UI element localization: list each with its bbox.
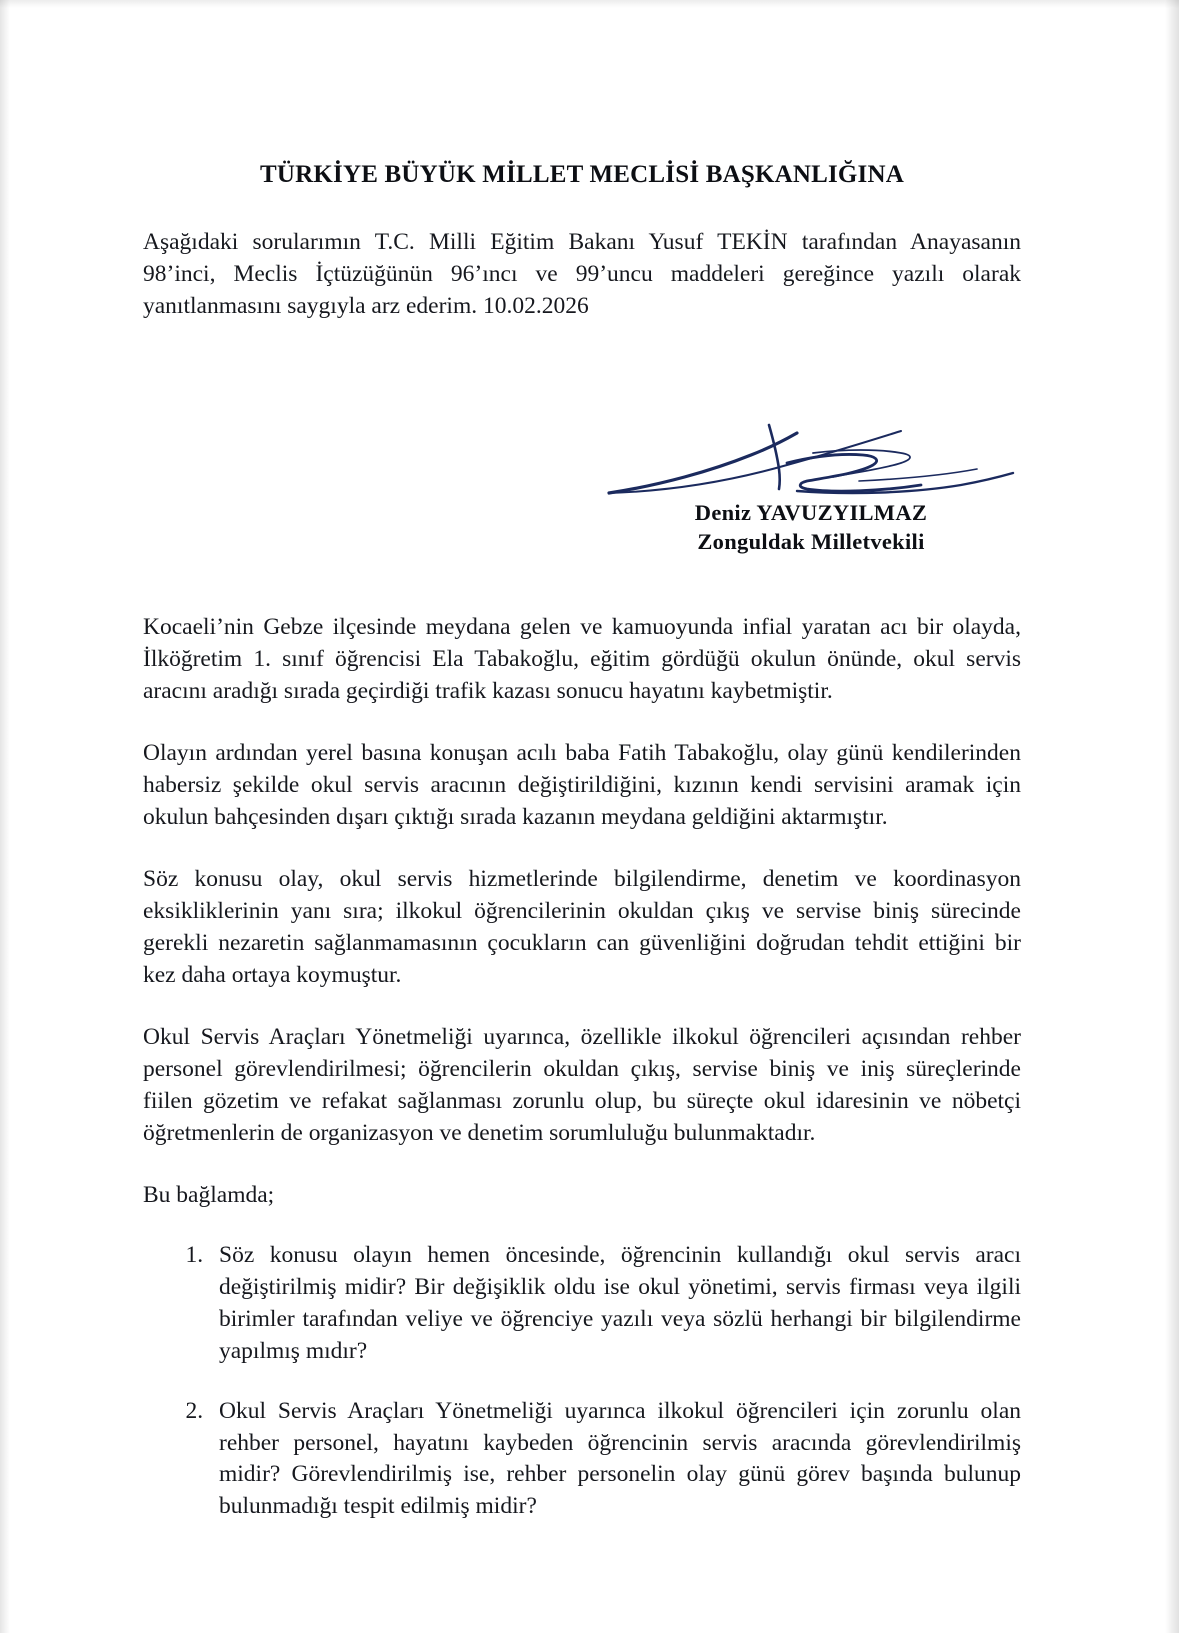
question-item-2: 2. Okul Servis Araçları Yönetmeliği uyarınca ilkokul öğrencileri için zorunlu olan rehber personel, hayatını kaybeden öğrencinin servis aracında görevlendirilmiş midir? Görevlendirilmiş ise, rehber personelin olay günü görev başında bulunup bulunmadığı tespit edilmiş midir? [209,1396,1021,1524]
questions-lead-in: Bu bağlamda; [143,1181,275,1208]
body-paragraph-4: Okul Servis Araçları Yönetmeliği uyarınca, özellikle ilkokul öğrencileri açısından rehber personel görevlendirilmesi; öğrencilerin okuldan çıkış, servise biniş ve iniş süreçlerinde fiilen gözetim ve refakat sağlanması zorunlu olup, bu süreçte okul idaresinin ve nöbetçi öğretmenlerin de organizasyon ve denetim sorumluluğu bulunmaktadır. [143,1023,1021,1146]
questions-list [143,1240,1021,1524]
body-paragraph-3: Söz konusu olay, okul servis hizmetlerinde bilgilendirme, denetim ve koordinasyon eksikliklerinin yanı sıra; ilkokul öğrencilerinin okuldan çıkış ve servise biniş sürecinde gerekli nezaretin sağlanmamasının çocukların can güvenliğini doğrudan tehdit ettiğini bir kez daha ortaya koymuştur. [143,866,1021,989]
page-title: TÜRKİYE BÜYÜK MİLLET MECLİSİ BAŞKANLIĞINA [260,161,904,188]
signature-role: Zonguldak Milletvekili [697,528,925,554]
signature-name: Deniz YAVUZYILMAZ [694,499,928,525]
handwritten-signature-icon [601,419,1021,505]
scan-edge-shadow-right [1165,0,1179,1633]
body-text [143,612,1021,1211]
scan-edge-shadow-left [0,0,10,1633]
question-item-1: 1. Söz konusu olayın hemen öncesinde, öğrencinin kullandığı okul servis aracı değiştirilmiş midir? Bir değişiklik oldu ise okul yönetimi, servis firması veya ilgili birimler tarafından veliye ve öğrenciye yazılı veya sözlü herhangi bir bilgilendirme yapılmış mıdır? [209,1240,1021,1368]
intro-paragraph: Aşağıdaki sorularımın T.C. Milli Eğitim Bakanı Yusuf TEKİN tarafından Anayasanın 98’inci, Meclis İçtüzüğünün 96’ıncı ve 99’uncu maddeleri gereğince yazılı olarak yanıtlanmasını saygıyla arz ederim. 10.02.2026 [143,229,1021,319]
body-paragraph-2: Olayın ardından yerel basına konuşan acılı baba Fatih Tabakoğlu, olay günü kendilerinden habersiz şekilde okul servis aracının değiştirildiğini, kızının kendi servisini aramak için okulun bahçesinden dışarı çıktığı sırada kazanın meydana geldiğini aktarmıştır. [143,740,1021,831]
document-content [143,0,1021,1523]
signature-block [143,419,1021,557]
body-paragraph-1: Kocaeli’nin Gebze ilçesinde meydana gelen ve kamuoyunda infial yaratan acı bir olayda, İlköğretim 1. sınıf öğrencisi Ela Tabakoğlu, eğitim gördüğü okulun önünde, okul servis aracını aradığı sırada geçirdiği trafik kazası sonucu hayatını kaybetmiştir. [143,614,1021,705]
